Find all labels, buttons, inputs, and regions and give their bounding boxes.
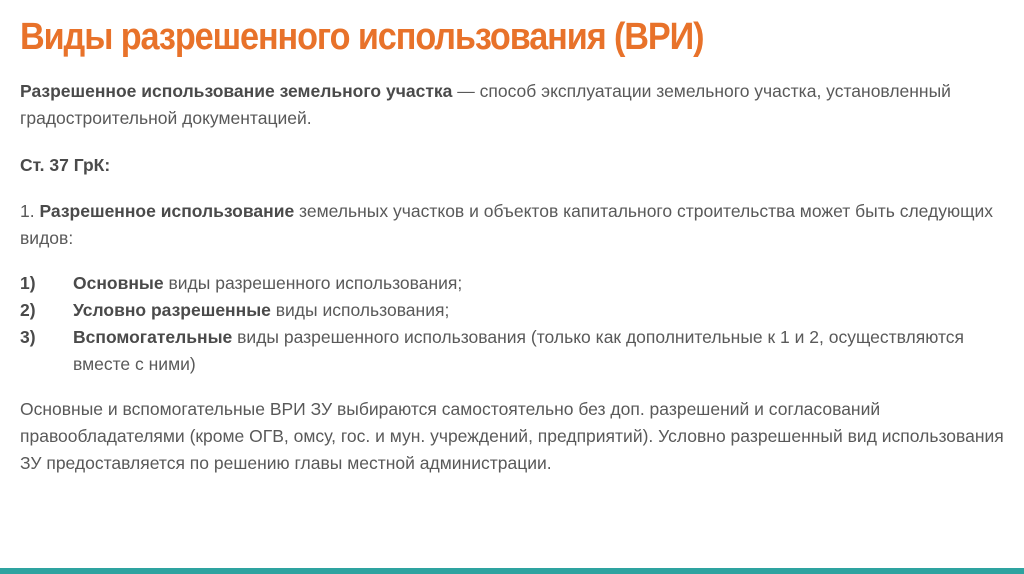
point-1-text: земельных участков и объектов капитального строительства может быть следующих видов: — [20, 201, 994, 248]
list-item-term: Основные — [73, 273, 164, 293]
definition-term: Разрешенное использование земельного участка — [20, 81, 453, 101]
list-item — [20, 324, 1010, 378]
list-item-number: 3) — [20, 327, 36, 347]
list-item-number: 2) — [20, 300, 36, 320]
slide-title: Виды разрешенного использования (ВРИ) — [20, 16, 704, 58]
list-item-text: виды разрешенного использования; — [163, 273, 463, 293]
list-item-number: 1) — [20, 273, 36, 293]
usage-types-list — [20, 270, 1010, 378]
note-paragraph: Основные и вспомогательные ВРИ ЗУ выбираются самостоятельно без доп. разрешений и согласований правообладателями (кроме ОГВ, омсу, гос. и мун. учреждений, предприятий). Условно разрешенный вид использования ЗУ предоставляется по решению главы местной администрации. — [20, 399, 1004, 473]
slide-body — [20, 78, 1010, 477]
list-item-term: Вспомогательные — [73, 327, 233, 347]
point-1-prefix: 1. — [20, 201, 40, 221]
list-item-term: Условно разрешенные — [73, 300, 271, 320]
article-reference: Ст. 37 ГрК: — [20, 155, 111, 175]
list-item — [20, 297, 1010, 324]
point-1-term: Разрешенное использование — [39, 201, 295, 221]
definition-text: — способ эксплуатации земельного участка, установленный градостроительной документацией. — [20, 81, 951, 128]
list-item — [20, 270, 1010, 297]
footer-bar — [0, 568, 1024, 574]
definition-paragraph — [20, 78, 1010, 132]
list-item-text: виды разрешенного использования (только как дополнительные к 1 и 2, осуществляются вместе с ними) — [73, 327, 965, 374]
point-1-paragraph — [20, 198, 1010, 252]
list-item-text: виды использования; — [270, 300, 450, 320]
